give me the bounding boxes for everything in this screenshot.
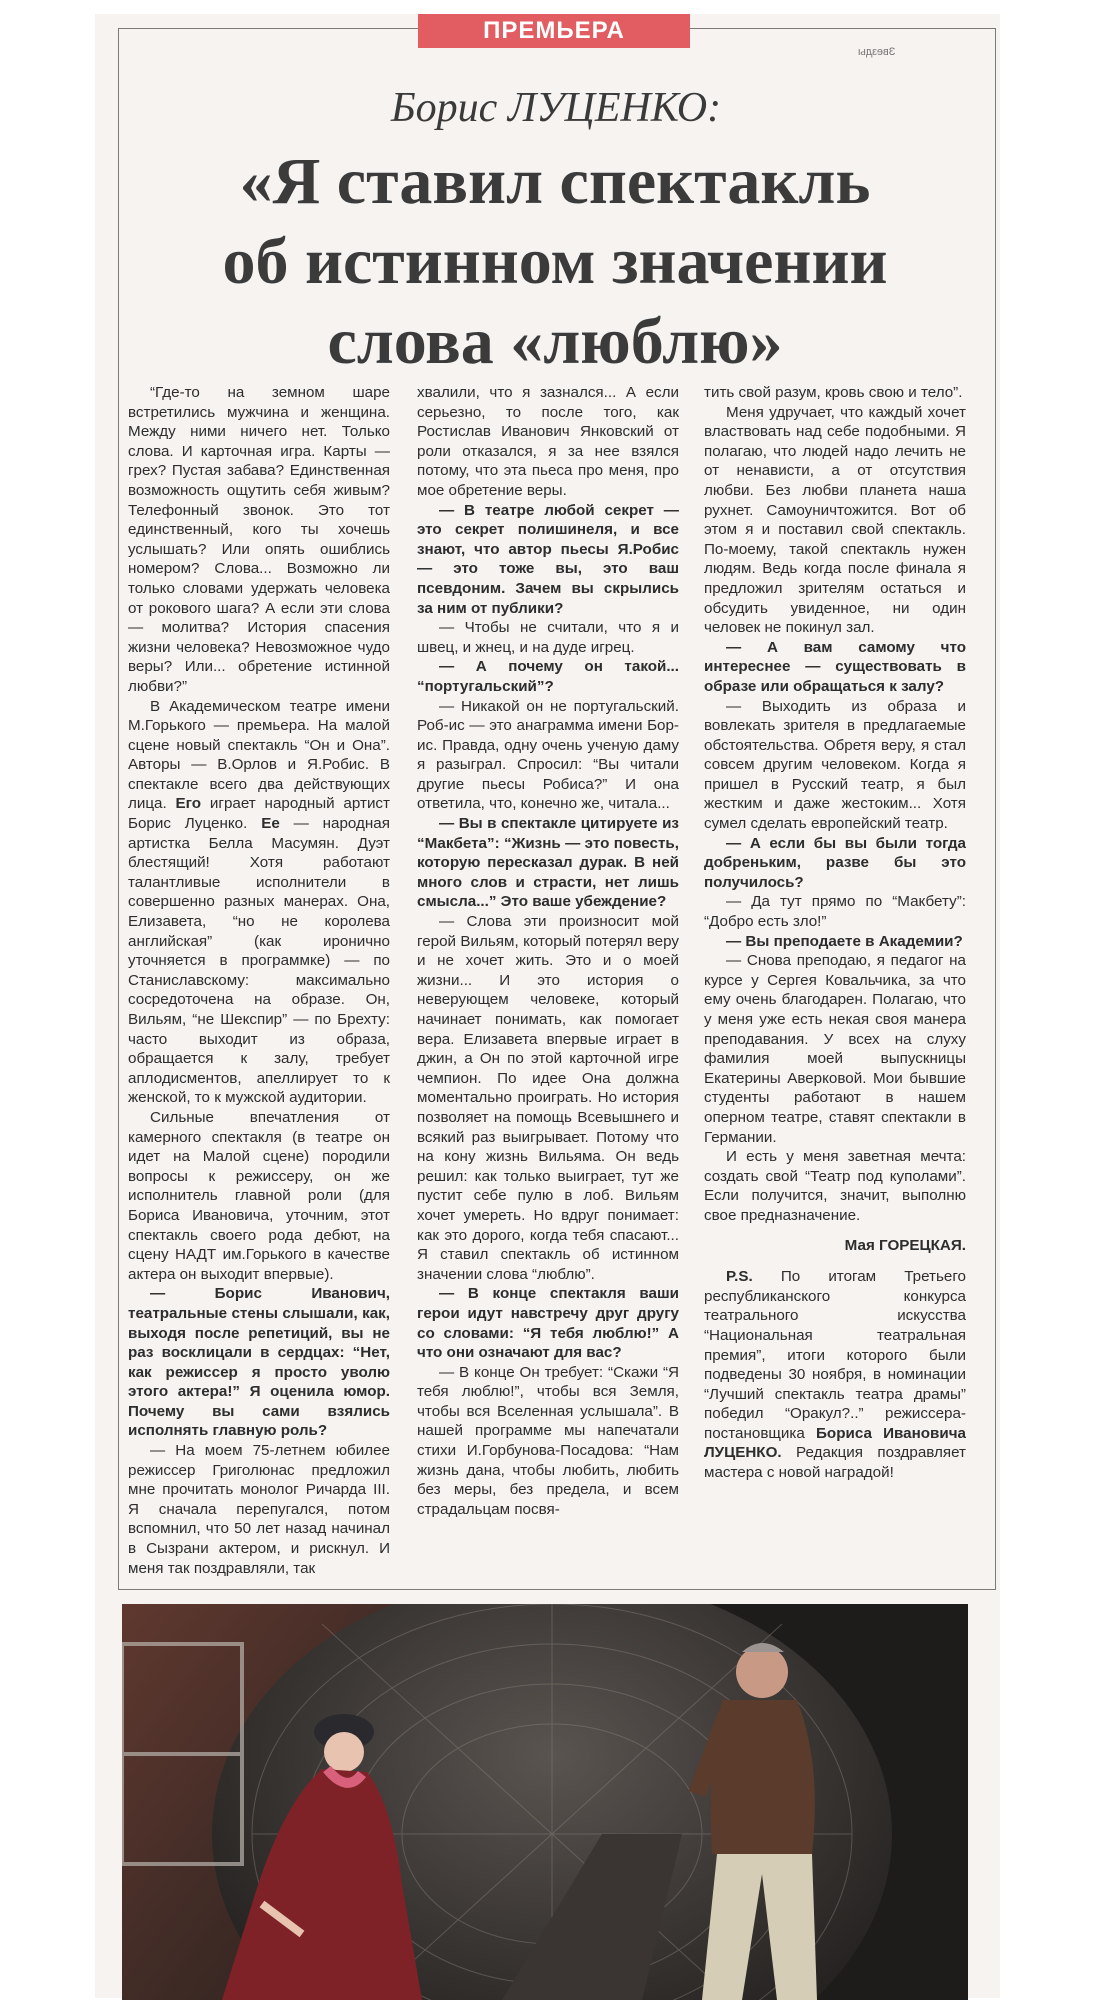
answer: — Чтобы не считали, что я и швец, и жнец, и на дуде игрец. [417,619,679,656]
postscript: P.S. По итогам Третьего республиканского конкурса театрального искусства “Национальная театральная премия”, итоги которого были подведены 30 ноября, в номинации “Лучший спектакль театра драмы” победил “Оракул?..” режиссера-постановщика Бориса Ивановича ЛУЦЕНКО. Редакция поздравляет мастера с новой наградой! [704,1268,966,1482]
answer: — На моем 75-летнем юбилее режиссер Григолюнас предложил мне прочитать монолог Ричарда III. Я сначала перепугался, потом вспомнил, что 50 лет назад начинал в Сызрани актером, и рискнул. И меня так поздравляли, так [128,1442,390,1577]
question: — В конце спектакля ваши герои идут навстречу друг другу со словами: “Я тебя люблю!” А что они означают для вас? [417,1285,679,1362]
article-column-1 [128,383,390,1578]
article-column-2 [417,383,679,1519]
article-column-3 [704,383,966,1483]
intro-paragraph: “Где-то на земном шаре встретились мужчина и женщина. Между ними ничего нет. Только слова. И карточная игра. Карты — грех? Пустая забава? Единственная возможность ощутить себя живым? Телефонный звонок. Это тот единственный, кого ты хочешь услышать? Или опять ошиблись номером? Слова... Возможно ли только словами удержать человека от рокового шага? А если эти слова — молитва? История спасения жизни человека? Невозможное чудо веры? Или... обретение истинной любви?” [128,384,390,695]
article-headline [140,142,970,382]
author-signature: Мая ГОРЕЦКАЯ. [844,1236,966,1254]
question: — Вы в спектакле цитируете из “Макбета”: “Жизнь — это повесть, которую пересказал дурак. В ней много слов и страсти, нет лишь смысла...” Это ваше убеждение? [417,815,679,911]
answer: И есть у меня заветная мечта: создать свой “Театр под куполами”. Если получится, значит, выполню свое предназначение. [704,1148,966,1224]
question: — А почему он такой... “португальский”? [417,658,679,695]
stage-photo-image [122,1604,968,2000]
article-byline: Борис ЛУЦЕНКО: [390,85,722,131]
question: — А вам самому что интереснее — существовать в образе или обращаться к залу? [704,638,966,695]
question: — Вы преподаете в Академии? [726,932,963,950]
answer: — Да тут прямо по “Макбету”: “Добро есть зло!” [704,893,966,931]
answer: Меня удручает, что каждый хочет властвовать над себе подобными. Я полагаю, что людей надо лечить не от ненависти, а от отсутствия любви. Без любви планета наша рухнет. Самоуничтожится. Вот об этом я и поставил свой спектакль. По-моему, такой спектакль нужен людям. Ведь когда после финала я предложил зрителям остаться и обсудить увиденное, ни один человек не покинул зал. [704,403,966,637]
headline-line-2: об истинном значении [222,225,888,298]
answer: — В конце Он требует: “Скажи “Я тебя люблю!”, чтобы вся Земля, чтобы вся Вселенная услышала”. В нашей программе мы напечатали стихи И.Горбунова-Посадова: “Нам жизнь дана, чтобы любить, любить без меры, без предела, и всем страдальцам посвя- [417,1363,679,1518]
headline-line-3: слова «люблю» [327,305,783,378]
question: — В театре любой секрет — это секрет полишинеля, и все знают, что автор пьесы Я.Робис — это тоже вы, это ваш псевдоним. Зачем вы скрылись за ним от публики? [417,501,679,617]
paragraph: Сильные впечатления от камерного спектакля (в театре он идет на Малой сцене) породили вопросы к режиссеру, он же исполнитель главной роли (для Бориса Ивановича, уточним, этот спектакль своего рода дебют, на сцену НАДТ им.Горького в качестве актера он выходит впервые). [128,1108,390,1283]
paragraph: В Академическом театре имени М.Горького — премьера. На малой сцене новый спектакль “Он и Она”. Авторы — В.Орлов и Я.Робис. В спектакле всего два действующих лица. Его играет народный артист Борис Луценко. Ее — народная артистка Белла Масумян. Дуэт блестящий! Хотя работают талантливые исполнители в совершенно разных манерах. Она, Елизавета, “но не королева английская” (как иронично уточняется в программке) — по Станиславскому: максимально сосредоточена на образе. Он, Вильям, “не Шекспир” — по Брехту: часто выходит из образа, обращается к залу, требует аплодисментов, апеллирует то к женской, то к мужской аудитории. [128,697,390,1107]
answer-continued: тить свой разум, кровь свою и тело”. [704,384,963,401]
corner-mark: Звезды [858,46,896,58]
answer: — Никакой он не португальский. Роб-ис — это анаграмма имени Бор-ис. Правда, одну очень ученую даму я разыграл. Спросил: “Вы читали другие пьесы Робиса?” И она ответила, что, конечно же, читала... [417,697,679,813]
answer-continued: хвалили, что я зазнался... А если серьезно, то после того, как Ростислав Иванович Янковский от роли отказался, я за нее взялся потому, что эта пьеса про меня, про мое обретение веры. [417,384,679,499]
headline-line-1: «Я ставил спектакль [239,145,871,218]
stage-photo [122,1604,968,2000]
answer: — Выходить из образа и вовлекать зрителя в предлагаемые обстоятельства. Обретя веру, я стал совсем другим человеком. Когда я пришел в Русский театр, я был жестким и даже жестоким... Хотя сумел сделать европейский театр. [704,697,966,833]
answer: — Снова преподаю, я педагог на курсе у Сергея Ковальчика, за что ему очень благодарен. Полагаю, что у меня уже есть некая своя манера преподавания. У всех на слуху фамилия моей выпускницы Екатерины Аверковой. Мои бывшие студенты работают в нашем оперном театре, ставят спектакли в Германии. [704,952,966,1146]
question: — А если бы вы были тогда добреньким, разве бы это получилось? [704,834,966,891]
answer: — Слова эти произносит мой герой Вильям, который потерял веру и не хочет жить. Это и о моей жизни... И это история о неверующем человеке, который начинает понимать, как помогает вера. Елизавета впервые играет в джин, а Он по этой карточной игре чемпион. По идее Она должна моментально проиграть. Но история позволяет на помощь Всевышнего и всякий раз выигрывает. Потому что на кону жизнь Вильяма. Он ведь решил: как только выиграет, тут же пустит себе пулю в лоб. Вильям хочет умереть. Но вдруг понимает: как это дорого, когда тебя спасают... Я ставил спектакль об истинном значении слова “люблю”. [417,913,679,1283]
question: — Борис Иванович, театральные стены слышали, как, выходя после репетиций, вы не раз восклицали в сердцах: “Нет, как режиссер я просто уволю этого актера!” Я оценила юмор. Почему вы сами взялись исполнять главную роль? [128,1285,390,1440]
section-banner: ПРЕМЬЕРА [418,14,690,48]
